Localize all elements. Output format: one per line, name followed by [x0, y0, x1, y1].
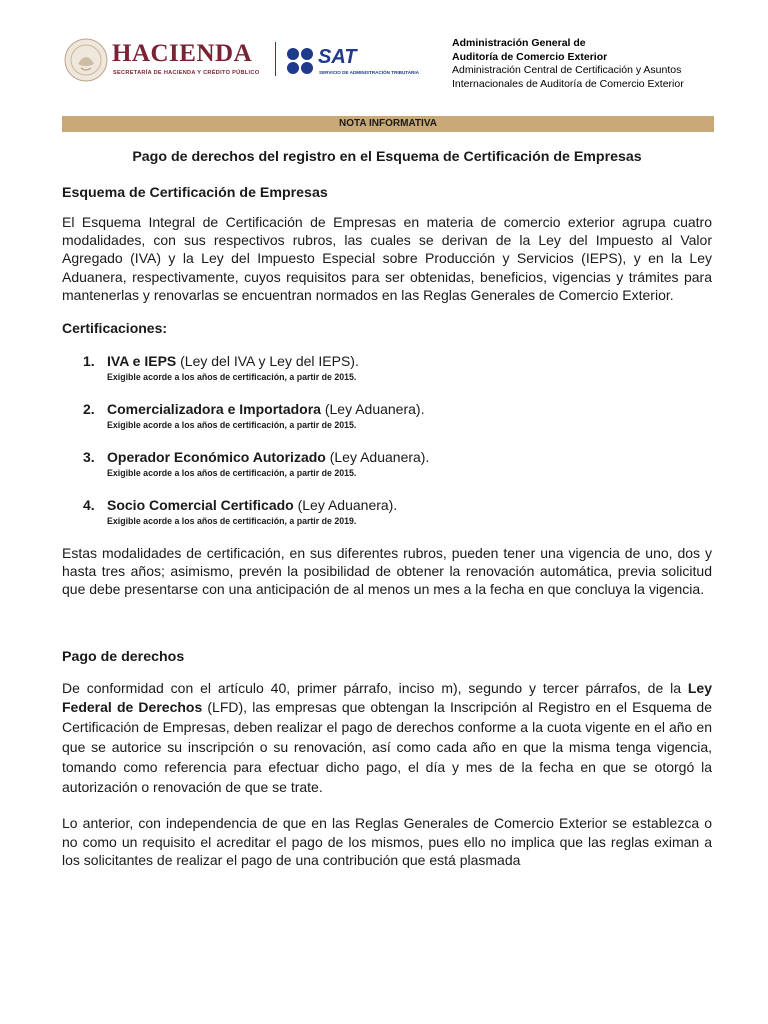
- certification-law: (Ley del IVA y Ley del IEPS).: [176, 353, 359, 370]
- list-item: [62, 400, 712, 431]
- certifications-closing-paragraph: Estas modalidades de certificación, en sus diferentes rubros, pueden tener una vigencia de uno, dos y hasta tres años; asimismo, prevén la posibilidad de obtener la renovación automática, previa solicitud que debe presentarse con una anticipación de al menos un mes a la fecha en que concluya la vigencia.: [62, 545, 712, 598]
- certification-law: (Ley Aduanera).: [293, 497, 398, 514]
- certification-name: IVA e IEPS: [107, 353, 177, 370]
- office-line-3: Administración Central de Certificación y Asuntos: [452, 64, 682, 76]
- pago-p1-end: (LFD), las empresas que obtengan la Inscripción al Registro en el Esquema de Certificación de Empresas, deben realizar el pago de derechos conforme a la cuota vigente en el año en que se autorice su inscripción o su renovación, así como cada año en que la misma tenga vigencia, tomando como referencia para efectuar dicho pago, el día y mes de la fecha en que se otorgó la autorización o renovación de que se trate.: [62, 699, 712, 795]
- office-line-1: Administración General de: [452, 37, 586, 49]
- certification-name: Socio Comercial Certificado: [107, 497, 294, 514]
- list-item: [62, 448, 712, 479]
- section-paragraph-pago-1: [62, 679, 712, 798]
- page-header: [0, 0, 768, 110]
- list-item: [62, 352, 712, 383]
- document-title: Pago de derechos del registro en el Esquema de Certificación de Empresas: [132, 149, 642, 165]
- list-item: [62, 496, 712, 527]
- office-line-4: Internacionales de Auditoría de Comercio Exterior: [452, 77, 684, 90]
- hacienda-logo-subtitle: SECRETARÍA DE HACIENDA Y CRÉDITO PÚBLICO: [113, 70, 260, 76]
- lfd-reference: Ley Federal de Derechos: [62, 679, 712, 716]
- header-office-info: [452, 37, 684, 91]
- section-heading-pago: Pago de derechos: [62, 648, 185, 665]
- list-item-number: 4.: [83, 497, 95, 514]
- list-item-number: 3.: [83, 449, 95, 466]
- certifications-label: Certificaciones:: [62, 320, 168, 337]
- list-item-number: 2.: [83, 401, 95, 418]
- certification-note: Exigible acorde a los años de certificación, a partir de 2019.: [107, 516, 357, 527]
- sat-logo-subtitle: SERVICIO DE ADMINISTRACIÓN TRIBUTARIA: [319, 70, 419, 75]
- certification-note: Exigible acorde a los años de certificación, a partir de 2015.: [107, 372, 357, 383]
- certification-name: Comercializadora e Importadora: [107, 401, 321, 418]
- sat-logo-text: SAT: [318, 46, 357, 68]
- certification-note: Exigible acorde a los años de certificación, a partir de 2015.: [107, 420, 357, 431]
- nota-informativa-banner: NOTA INFORMATIVA: [62, 116, 714, 132]
- office-line-2: Auditoría de Comercio Exterior: [452, 50, 608, 63]
- section-paragraph-esquema: El Esquema Integral de Certificación de Empresas en materia de comercio exterior agrupa cuatro modalidades, con sus respectivos rubros, las cuales se derivan de la Ley del Impuesto al Valor Agregado (IVA) y la Ley del Impuesto Especial sobre Producción y Servicios (IEPS), y en la Ley Aduanera, respectivamente, cuyos requisitos para ser obtenidas, beneficios, vigencias y trámites para mantenerlas y renovarlas se encuentran normados en las Reglas Generales de Comercio Exterior.: [62, 214, 712, 303]
- certification-note: Exigible acorde a los años de certificación, a partir de 2015.: [107, 468, 357, 479]
- hacienda-logo-text: HACIENDA: [112, 40, 253, 67]
- certifications-list: [62, 352, 712, 527]
- certification-name: Operador Económico Autorizado: [107, 449, 326, 466]
- certification-law: (Ley Aduanera).: [325, 449, 430, 466]
- national-seal-icon: [64, 38, 108, 82]
- section-heading-esquema: Esquema de Certificación de Empresas: [62, 185, 328, 201]
- list-item-number: 1.: [83, 353, 95, 370]
- logo-divider: [275, 42, 276, 76]
- document-body: [62, 146, 712, 869]
- section-paragraph-pago-2: Lo anterior, con independencia de que en las Reglas Generales de Comercio Exterior se establezca o no como un requisito el acreditar el pago de los mismos, pues ello no implica que las reglas eximan a los solicitantes de realizar el pago de una contribución que está plasmada: [62, 815, 712, 868]
- sat-logo-icon: [286, 47, 314, 75]
- certification-law: (Ley Aduanera).: [320, 401, 425, 418]
- pago-p1-start: De conformidad con el artículo 40, primer párrafo, inciso m), segundo y tercer párrafos, de la: [62, 679, 688, 696]
